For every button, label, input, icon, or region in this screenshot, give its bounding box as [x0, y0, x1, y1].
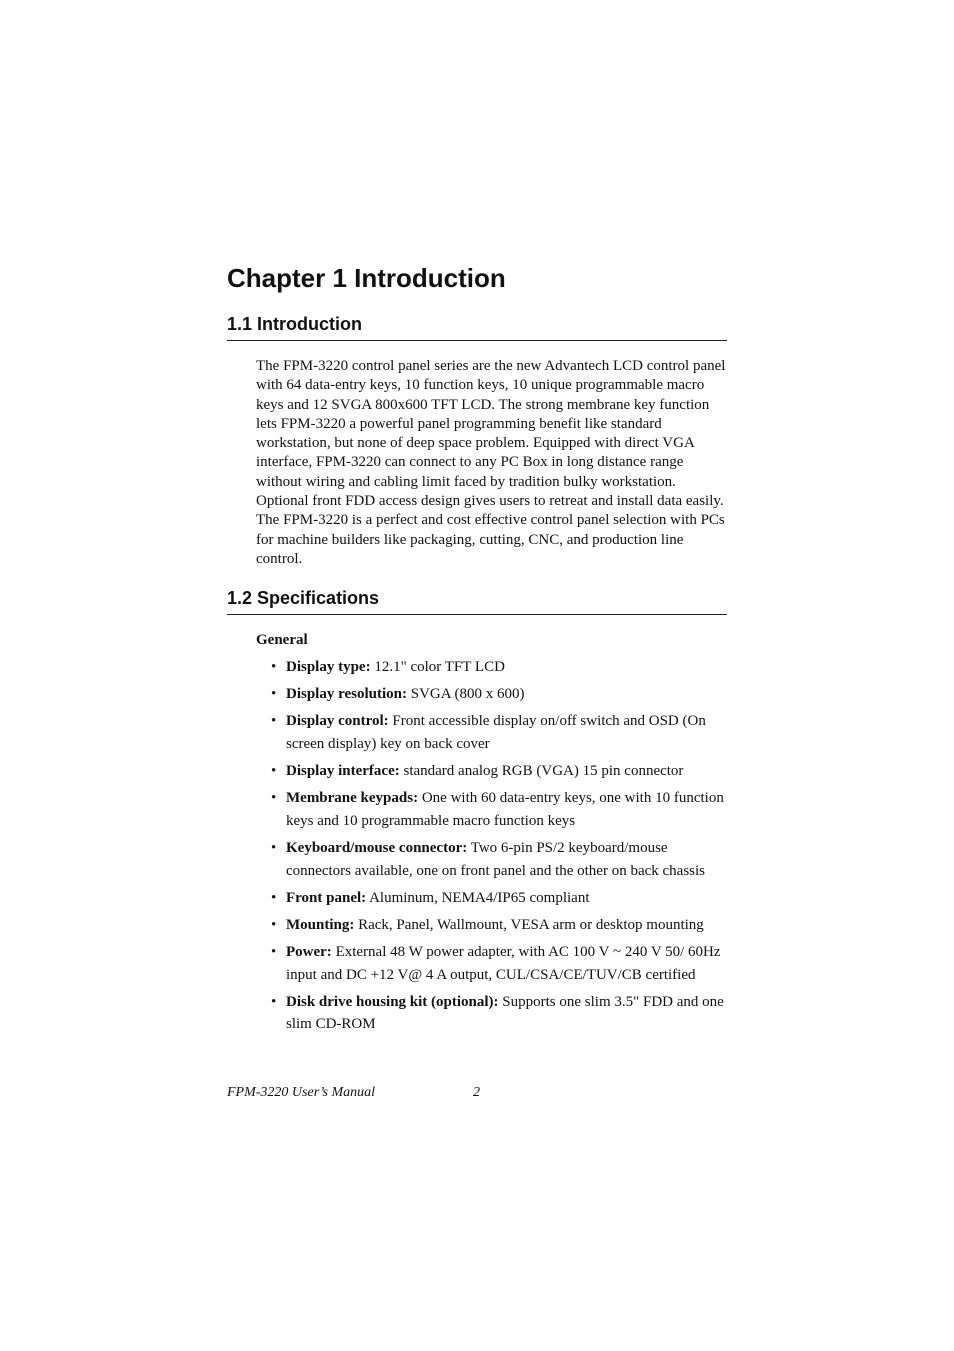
spec-item — [256, 887, 728, 910]
footer-manual-name: FPM-3220 User’s Manual — [227, 1085, 376, 1100]
spec-item — [256, 914, 728, 937]
spec-item — [256, 656, 728, 679]
bullet-icon: • — [271, 713, 277, 730]
spec-text: SVGA (800 x 600) — [407, 686, 525, 703]
spec-item — [256, 941, 728, 986]
spec-text: Front accessible display on/off switch and OSD (On screen display) key on back cover — [286, 713, 706, 752]
spec-text: standard analog RGB (VGA) 15 pin connector — [399, 762, 684, 779]
spec-label: Display control: — [286, 713, 389, 730]
bullet-icon: • — [271, 659, 277, 675]
spec-text: Rack, Panel, Wallmount, VESA arm or desktop mounting — [354, 916, 704, 933]
spec-text: 12.1" color TFT LCD — [370, 659, 505, 675]
spec-label: Display interface: — [286, 762, 400, 779]
introduction-paragraph: The FPM-3220 control panel series are the new Advantech LCD control panel with 64 data-entry keys, 10 function keys, 10 unique programmable macro keys and 12 SVGA 800x600 TFT LCD. The strong membrane key function lets FPM-3220 a powerful panel programming benefit like standard workstation, but none of deep space problem. Equipped with direct VGA interface, FPM-3220 can connect to any PC Box in long distance range without wiring and cabling limit faced by tradition bulky workstation. Optional front FDD access design gives users to retreat and install data easily. The FPM-3220 is a perfect and cost effective control panel selection with PCs for machine builders like packaging, cutting, CNC, and production line control. — [256, 358, 726, 567]
spec-label: Mounting: — [286, 916, 355, 933]
spec-text: Aluminum, NEMA4/IP65 compliant — [366, 889, 590, 906]
bullet-icon: • — [271, 889, 277, 906]
spec-label: Display resolution: — [286, 686, 407, 703]
spec-text: One with 60 data-entry keys, one with 10 function keys and 10 programmable macro function keys — [286, 790, 724, 829]
spec-label: Disk drive housing kit (optional): — [286, 993, 499, 1010]
bullet-icon: • — [271, 993, 277, 1010]
spec-text: Supports one slim 3.5" FDD and one slim CD-ROM — [286, 993, 724, 1033]
spec-label: Front panel: — [286, 889, 367, 906]
spec-text: External 48 W power adapter, with AC 100 V ~ 240 V 50/ 60Hz input and DC +12 V@ 4 A output, CUL/CSA/CE/TUV/CB certified — [286, 943, 721, 983]
section-heading-specifications: 1.2 Specifications — [227, 586, 727, 615]
spec-text: Two 6-pin PS/2 keyboard/mouse connectors available, one on front panel and the other on back chassis — [286, 839, 706, 879]
spec-item — [256, 760, 728, 783]
section-heading-introduction: 1.1 Introduction — [227, 312, 727, 341]
bullet-icon: • — [271, 790, 277, 807]
bullet-icon: • — [271, 916, 277, 933]
spec-label: Membrane keypads: — [286, 790, 419, 807]
spec-label: Power: — [286, 943, 332, 960]
bullet-icon: • — [271, 943, 277, 960]
bullet-icon: • — [271, 839, 277, 856]
spec-item — [256, 837, 728, 882]
bullet-icon: • — [271, 686, 277, 703]
bullet-icon: • — [271, 762, 277, 779]
spec-item — [256, 683, 728, 706]
spec-item — [256, 710, 728, 755]
spec-item — [256, 787, 728, 832]
specifications-list — [256, 656, 728, 1040]
chapter-title: Chapter 1 Introduction — [227, 263, 506, 293]
footer-page-number: 2 — [473, 1085, 480, 1100]
spec-label: Display type: — [286, 659, 371, 675]
spec-label: Keyboard/mouse connector: — [286, 839, 468, 856]
specifications-subheading-general: General — [256, 632, 308, 648]
spec-item — [256, 991, 728, 1036]
